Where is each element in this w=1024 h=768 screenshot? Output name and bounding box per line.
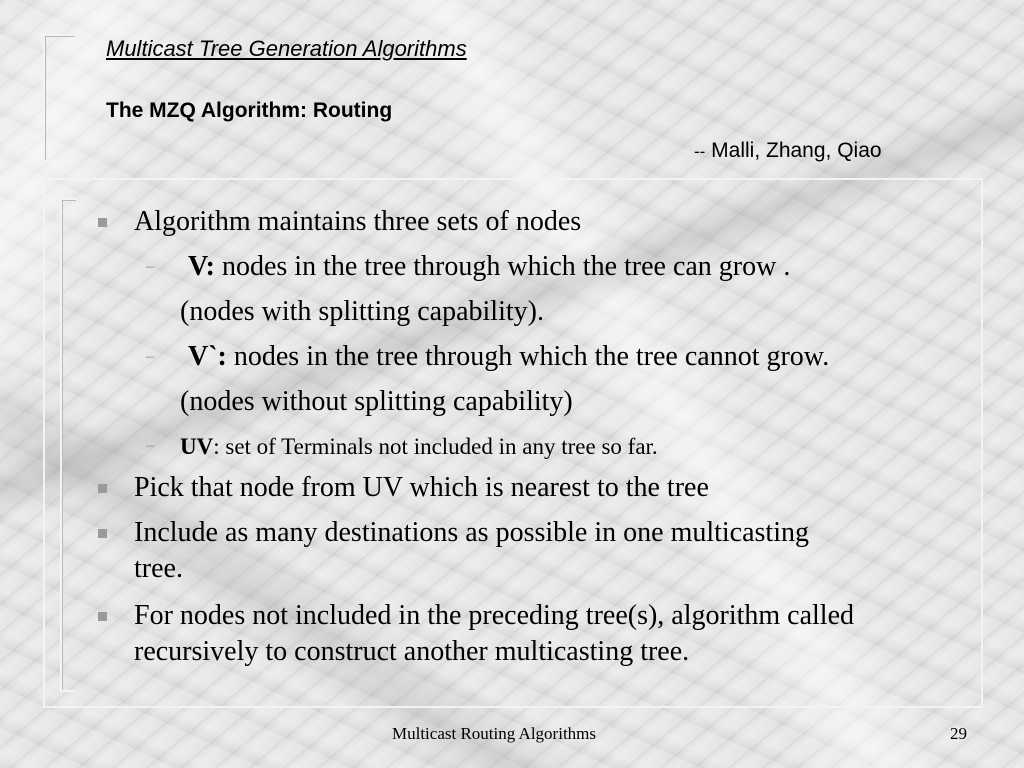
dash-bullet-icon: – (146, 437, 154, 454)
bullet-text-continuation: tree. (134, 553, 183, 584)
author-dash: -- (694, 142, 706, 161)
sub-bullet-term: V: (188, 251, 215, 282)
sub-bullet-item (146, 339, 830, 375)
bullet-text: Algorithm maintains three sets of nodes (134, 206, 582, 237)
title-frame-left-bracket (43, 34, 75, 162)
bullet-text-continuation: recursively to construct another multicasting tree. (134, 636, 690, 667)
sub-bullet-text: nodes in the tree through which the tree can grow . (214, 251, 791, 282)
sub-bullet-term: UV (180, 434, 214, 459)
sub-bullet-item (146, 249, 791, 285)
dash-bullet-icon: – (146, 258, 154, 275)
bullet-text: Pick that node from UV which is nearest to the tree (134, 472, 709, 503)
slide-subtitle: The MZQ Algorithm: Routing (106, 99, 393, 122)
sub-bullet-term: V`: (188, 341, 227, 372)
author-line (694, 139, 882, 163)
dash-bullet-icon: – (146, 348, 154, 365)
page-number: 29 (950, 724, 967, 743)
square-bullet-icon (98, 529, 107, 538)
sub-bullet-text: : set of Terminals not included in any tree so far. (213, 434, 658, 459)
bullet-item (134, 515, 809, 587)
sub-bullet-item (146, 428, 658, 465)
square-bullet-icon (98, 484, 107, 493)
bullet-item (134, 598, 854, 670)
bullet-text: Include as many destinations as possible in one multicasting (134, 517, 809, 548)
content-inner-left-bracket (60, 198, 76, 692)
square-bullet-icon (98, 612, 107, 621)
footer-title: Multicast Routing Algorithms (392, 724, 597, 743)
sub-bullet-continuation: (nodes without splitting capability) (180, 386, 573, 417)
bullet-item (134, 204, 581, 240)
content-frame-top (43, 178, 983, 180)
sub-bullet-continuation: (nodes with splitting capability). (180, 296, 544, 327)
sub-bullet-text: nodes in the tree through which the tree cannot grow. (226, 341, 830, 372)
slide-title: Multicast Tree Generation Algorithms (106, 36, 467, 61)
content-frame-left (43, 178, 45, 708)
bullet-item (134, 470, 709, 506)
bullet-text: For nodes not included in the preceding tree(s), algorithm called (134, 600, 855, 631)
content-frame-right (981, 178, 983, 708)
square-bullet-icon (98, 218, 107, 227)
author-names: Malli, Zhang, Qiao (705, 139, 882, 162)
content-frame-bottom (43, 706, 983, 708)
